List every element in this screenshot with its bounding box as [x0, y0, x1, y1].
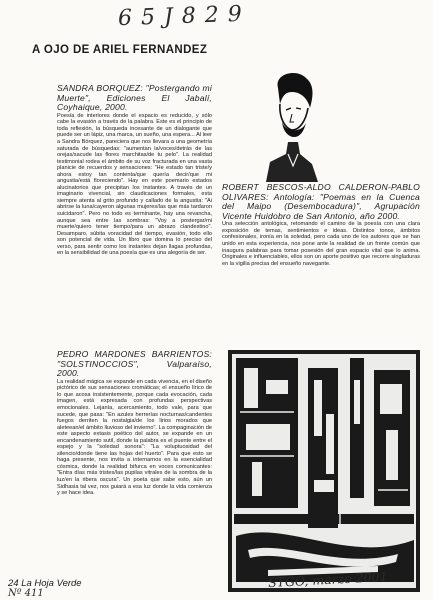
review-heading: SANDRA BORQUEZ: "Postergando mi Muerte", Ediciones El Jabalí, Coyhaique, 2000.	[57, 83, 212, 113]
review-antologia-maipo	[222, 183, 420, 267]
review-body: Poesía de interiores donde el espacio es reducido, y sólo cabe la evasión a través de la palabra. Este es el principio de toda reflexión, la búsqueda incesante de un dialogante que puede ser un lápiz, una marca, un sueño, una espera... Al leer a Sandra Bórquez, pareciera que nos llevara a una geometría saturada de búsquedas: "aumentan la/voces/detrás de las orejas/sacude las flores marchitas/de tu pelo". La realidad testimonial rodea el ámbito de su voz fracturada en una vasta planicie de recuerdos y sensaciones: "He estado tan triste/y ahora estoy tan contenta/que quería decir/que mi angustia/está floreciendo". Hay en este poemario estados alucinatorios que precipitan los instantes. A través de un imaginario vivencial, sin claudicaciones formales, esta siempre atenta al grito profundo y callado de la angustia: "Ai abrirse la luna/cayeron algunas mujeres/las que más tardaron suicidaron". Pero no todo es terminante, hay una revancha, aunque sea entre las sombras: "Voy a postergar/mi muerte/quiero tener tiempo/para un abrazo clandestino". Desamparo, súbita voracidad del tiempo, evasión, todo ello son potencial de vida. Un libro que domina lo preciso del verso, para sentir como los instantes dejan llagas profundas, en la sensibilidad de una poesía que es una alegoría de ser.	[57, 112, 212, 257]
review-pedro-mardones	[57, 350, 212, 497]
archive-number: 6 5 J 8 2 9	[117, 1, 244, 32]
column-heading: A OJO DE ARIEL FERNANDEZ	[32, 44, 208, 56]
review-sandra-borquez	[57, 84, 212, 257]
issue-number: Nº 411	[8, 588, 44, 599]
date-annotation: STGO, marzo 2001	[267, 568, 388, 591]
review-body: La realidad mágica se expande en cada vivencia, en el diseño pictórico de sus sensaciones cromáticas; el ensueño lírico de lo que acosa insistentemente, porque cada evocación, cada imagen, está expresada con profundas perspectivas emocionales. Lejanía, acercamiento, todo vale, para que sucede, que pasa: "En azules herrerías nocturnas/candentes fuegos derriten la nostalgia/de los lirios morados que aleteean/el ámbito lluvioso del invierno". La compaginación de este aspecto extasis poético del autor, se expande en un encandenamiento sutil, donde la palabra es el puente entre el espejo y la "soledad sonora": "La voluptuosidad del silencio/donde tiene las hojas del huerto". Para que esto se haga presente, nos invita a internarnos en la esencialidad cósmica, donde la realidad bifurca en voces comunicantes: "Entra días más tristes/las pupilas vitrales de la sombra de la luz/en la ribera oscura". Un poeta que sabe esto, aún un Sidhasia tal vez, nos guiará a esa luz donde la vida comienza y se hace idea.	[57, 378, 212, 497]
page-footer-label: 24 La Hoja Verde	[8, 578, 82, 589]
author-portrait-sketch	[262, 70, 320, 182]
review-body: Una selección antológica, retomando el camino de la poesía con una clara exposición de temas, sentimientos e ideas. Distintos tonos, ámbitos confesionales, ironía en la soledad, pero cada uno de los autores que se han unido en esta experiencia, nos pone ante la realidad de un frente común que inaugura palabras para tomar posesión del gran espacio vital que lo anima. Originales e influenciables, ellos son un aporte positivo que recorre singladuras en la vigilia precisa del ensueño navegante.	[222, 221, 420, 267]
review-heading: ROBERT BESCOS-ALDO CALDERON-PABLO OLIVARES: Antología: "Poemas en la Cuenca del Maipo (Desembocadura)", Agrupación Vicente Huidobro de San Antonio, año 2000.	[222, 182, 420, 221]
review-heading: PEDRO MARDONES BARRIENTOS: "SOLSTINOCCIOS", Valparaíso, 2000.	[57, 349, 212, 379]
woodcut-illustration	[228, 350, 420, 592]
